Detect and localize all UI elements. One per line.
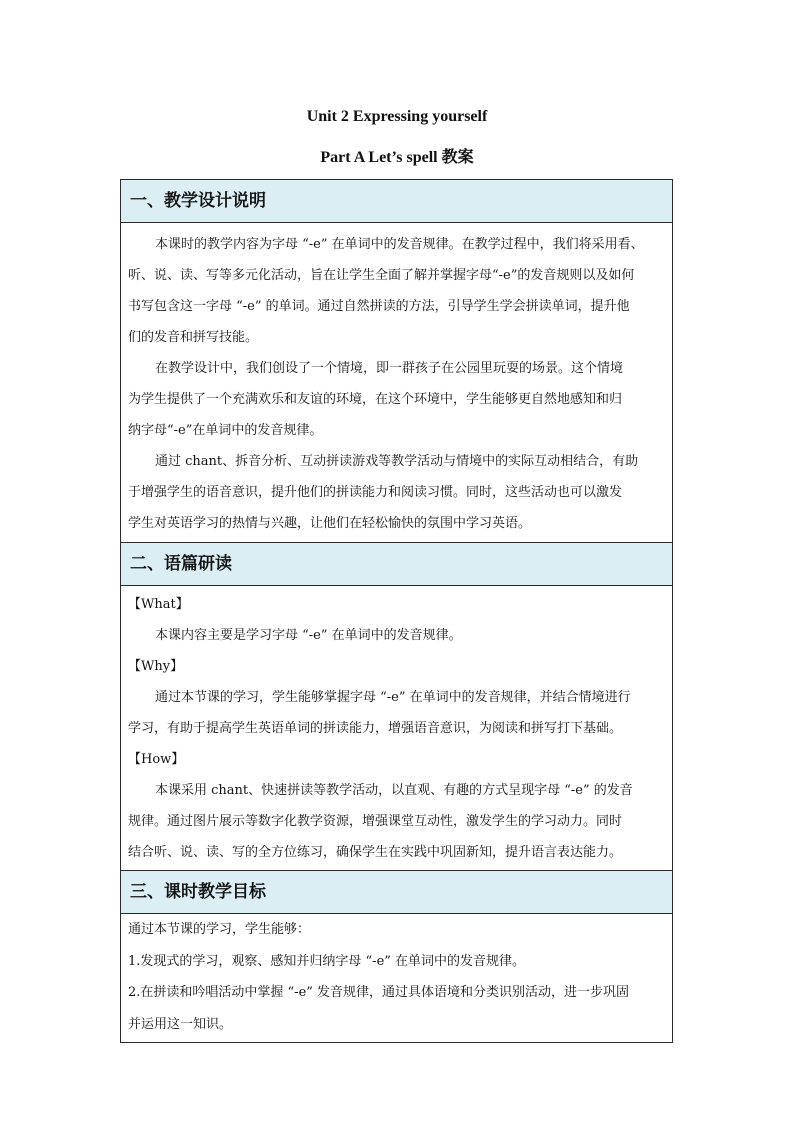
section-body-objectives <box>121 914 672 1042</box>
paragraph-line: 本课时的教学内容为字母 “-e” 在单词中的发音规律。在教学过程中，我们将采用看、 <box>155 237 644 252</box>
paragraph-line: 结合听、说、读、写的全方位练习，确保学生在实践中巩固新知，提升语言表达能力。 <box>128 845 623 860</box>
paragraph-line: 于增强学生的语音意识，提升他们的拼读能力和阅读习惯。同时，这些活动也可以激发 <box>128 485 623 500</box>
section-heading-text-study: 二、语篇研读 <box>121 543 672 586</box>
paragraph-line: 通过 chant、拆音分析、互动拼读游戏等教学活动与情境中的实际互动相结合，有助 <box>155 454 639 469</box>
paragraph-line: 听、说、读、写等多元化活动，旨在让学生全面了解并掌握字母“-e”的发音规则以及如何 <box>128 268 635 283</box>
paragraph-line: 并运用这一知识。 <box>128 1016 233 1032</box>
section-body-design <box>121 223 672 543</box>
section-body-text-study <box>121 586 672 871</box>
paragraph-line: 学习，有助于提高学生英语单词的拼读能力，增强语音意识，为阅读和拼写打下基础。 <box>128 721 623 736</box>
what-label: 【What】 <box>128 597 189 612</box>
objective-item: 1.发现式的学习，观察、感知并归纳字母 “-e” 在单词中的发音规律。 <box>128 953 526 969</box>
paragraph-line: 在教学设计中，我们创设了一个情境，即一群孩子在公园里玩耍的场景。这个情境 <box>155 361 624 376</box>
paragraph-line: 学生对英语学习的热情与兴趣，让他们在轻松愉快的氛围中学习英语。 <box>128 516 532 531</box>
paragraph-line: 规律。通过图片展示等数字化教学资源，增强课堂互动性，激发学生的学习动力。同时 <box>128 814 623 829</box>
lesson-plan-table <box>120 179 673 1043</box>
paragraph-line: 书写包含这一字母 “-e” 的单词。通过自然拼读的方法，引导学生学会拼读单词，提升他 <box>128 299 630 314</box>
paragraph-line: 通过本节课的学习，学生能够掌握字母 “-e” 在单词中的发音规律，并结合情境进行 <box>155 690 631 705</box>
section-heading-objectives: 三、课时教学目标 <box>121 871 672 914</box>
paragraph-line: 本课采用 chant、快速拼读等教学活动，以直观、有趣的方式呈现字母 “-e” 的发音 <box>155 783 633 798</box>
paragraph-line: 本课内容主要是学习字母 “-e” 在单词中的发音规律。 <box>155 628 462 643</box>
paragraph-line: 通过本节课的学习，学生能够： <box>128 922 311 937</box>
paragraph-line: 为学生提供了一个充满欢乐和友谊的环境，在这个环境中，学生能够更自然地感知和归 <box>128 392 623 407</box>
document-subtitle: Part A Let’s spell 教案 <box>320 149 474 166</box>
objective-item: 2.在拼读和吟唱活动中掌握 “-e” 发音规律，通过具体语境和分类识别活动，进一步巩固 <box>128 985 630 1000</box>
paragraph-line: 纳字母“-e”在单词中的发音规律。 <box>128 423 323 438</box>
paragraph-line: 们的发音和拼写技能。 <box>128 330 259 345</box>
section-heading-design: 一、教学设计说明 <box>121 180 672 223</box>
how-label: 【How】 <box>128 752 185 767</box>
document-title: Unit 2 Expressing yourself <box>306 108 488 125</box>
why-label: 【Why】 <box>128 659 184 674</box>
